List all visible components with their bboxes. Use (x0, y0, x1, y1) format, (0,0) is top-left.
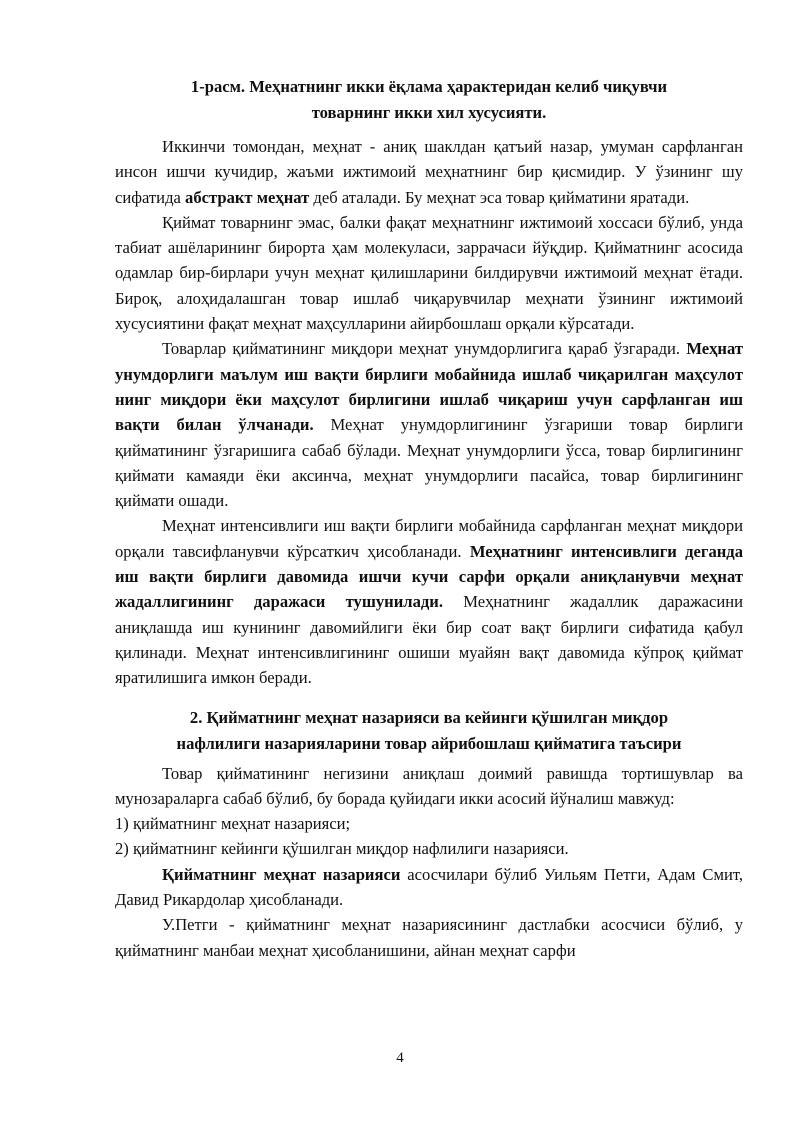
figure-caption (115, 74, 743, 126)
caption-line-1: 1-расм. Меҳнатнинг икки ёқлама ҳарактеридан келиб чиқувчи (190, 77, 668, 96)
list-item: 2) қийматнинг кейинги қўшилган миқдор нафлилиги назарияси. (115, 839, 569, 859)
bold-term: Қийматнинг меҳнат назарияси (162, 864, 401, 884)
caption-line-2: товарнинг икки хил хусусияти. (311, 103, 547, 122)
bold-term: абстракт меҳнат (185, 187, 310, 207)
bold-definition: Меҳнат унумдорлиги маълум иш вақти бирлиги мобайнида ишлаб чиқарилган маҳсулот нинг миқдори ёки маҳсулот бирлигини ишлаб чиқариш учун сарфланган иш вақти билан ўлчанади. (115, 339, 743, 435)
paragraph-value-social: Қиймат товарнинг эмас, балки фақат меҳнатнинг ижтимоий хоссаси бўлиб, унда табиат ашёларининг бирорта ҳам молекуласи, заррачаси йўқдир. Қийматнинг асосида одамлар бир-бирлари учун меҳнат қилишларини билдирувчи ижтимоий меҳнат ётади. Бироқ, алоҳидалашган товар ишлаб чиқарувчилар меҳнати ўзининг ижтимоий хусусиятини фақат меҳнат маҳсулларини айирбошлаш орқали кўрсатади. (115, 212, 743, 334)
paragraph-intensity (115, 513, 743, 690)
section-heading-line-2: нафлилиги назарияларини товар айрибошлаш қийматига таъсири (176, 733, 682, 753)
paragraph-abstract-labor (115, 134, 743, 210)
section-heading-line-1: 2. Қийматнинг меҳнат назарияси ва кейинги қўшилган миқдор (189, 707, 669, 727)
paragraph-productivity (115, 336, 743, 513)
paragraph-two-directions: Товар қийматининг негизини аниқлаш доимий равишда тортишувлар ва мунозараларга сабаб бўлиб, бу борада қуйидаги икки асосий йўналиш мавжуд: (115, 763, 743, 808)
text-run: Иккинчи томондан, меҳнат - аниқ шаклдан қатъий назар, умуман сарфланган инсон ишчи кучидир, жаъми ижтимоий меҳнатнинг бир қисмидир. У ўзининг шу сифатида (115, 137, 743, 207)
paragraph-petty: У.Петги - қийматнинг меҳнат назариясининг дастлабки асосчиси бўлиб, у қийматнинг манбаи меҳнат ҳисобланишини, айнан меҳнат сарфи (115, 915, 743, 960)
bold-definition: Меҳнатнинг интенсивлиги деганда иш вақти бирлиги давомида ишчи кучи сарфи орқали аниқланувчи меҳнат жадаллигининг даражаси тушунилади. (115, 541, 743, 612)
text-run: Меҳнат унумдорлигининг ўзгариши товар бирлиги қийматининг ўзгаришига сабаб бўлади. Меҳнат унумдорлиги ўсса, товар бирлигининг қиймати камаяди ёки аксинча, меҳнат унумдорлиги пасайса, товар бирлигининг қиймати ошади. (115, 415, 744, 511)
section-heading (115, 705, 743, 757)
text-run: Меҳнатнинг жадаллик даражасини аниқлашда иш кунининг давомийлиги ёки бир соат вақт бирлиги сифатида қабул қилинади. Меҳнат интенсивлигининг ошиши муайян вақт давомида кўпроқ қиймат яратилишига имкон беради. (115, 592, 743, 688)
page-number: 4 (396, 1050, 404, 1066)
text-run: Товарлар қийматининг миқдори меҳнат унумдорлигига қараб ўзгаради. (162, 339, 687, 359)
paragraph-labor-theory-founders (115, 862, 743, 913)
text-run: асосчилари бўлиб Уильям Петги, Адам Смит, Давид Рикардолар ҳисобланади. (115, 864, 743, 910)
list-item: 1) қийматнинг меҳнат назарияси; (115, 814, 351, 834)
text-run: деб аталади. Бу меҳнат эса товар қийматини яратади. (309, 187, 690, 207)
text-run: Меҳнат интенсивлиги иш вақти бирлиги мобайнида сарфланган меҳнат миқдори орқали тавсифланувчи кўрсаткич ҳисобланади. (115, 516, 743, 561)
